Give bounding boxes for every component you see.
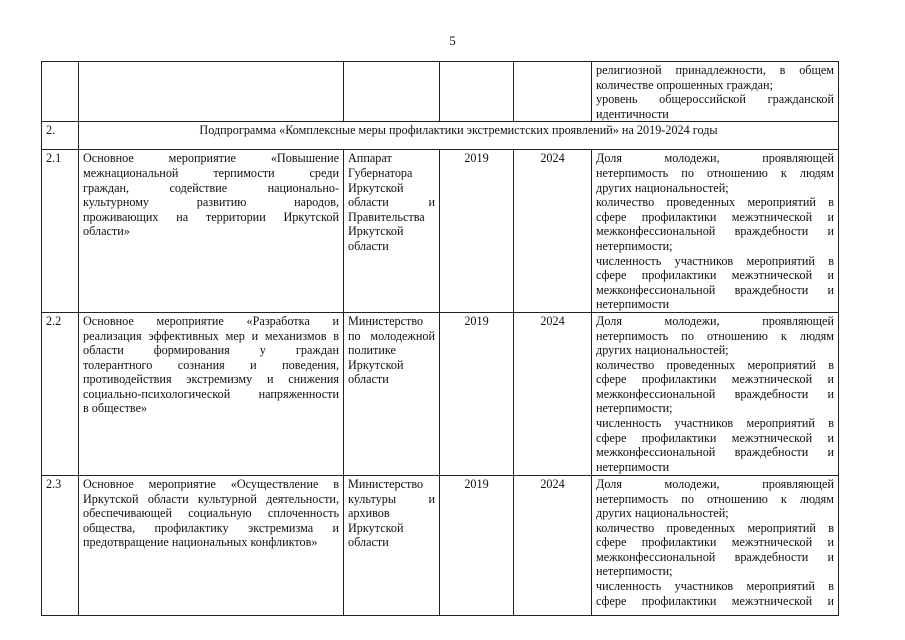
indicator-line: других национальностей; bbox=[596, 180, 729, 195]
table-row bbox=[42, 475, 839, 615]
indicator-line: межконфессиональной враждебности и bbox=[596, 386, 834, 401]
executor bbox=[344, 475, 440, 615]
program-table bbox=[41, 61, 839, 616]
indicator-line: количество проведенных мероприятий в bbox=[596, 520, 834, 535]
executor bbox=[344, 312, 440, 475]
indicator-line: нетерпимости; bbox=[596, 238, 673, 253]
event-description bbox=[79, 312, 344, 475]
executor-line: Правительства bbox=[348, 209, 425, 224]
event-line: общества, профилактику экстремизма и bbox=[83, 520, 339, 535]
cell-end bbox=[514, 62, 592, 122]
event-line: Иркутской области культурной деятельности, bbox=[83, 491, 339, 506]
executor-line: по молодежной bbox=[348, 328, 435, 343]
executor-line: Министерство bbox=[348, 313, 424, 328]
table-row-continuation bbox=[42, 62, 839, 122]
indicator-line: религиозной принадлежности, в общем bbox=[596, 63, 834, 77]
indicator-line: Доля молодежи, проявляющей bbox=[596, 313, 834, 328]
event-line: в обществе» bbox=[83, 401, 148, 416]
executor-line: Губернатора bbox=[348, 165, 413, 180]
indicator-line: других национальностей; bbox=[596, 506, 729, 521]
indicator-line: нетерпимость по отношению к людям bbox=[596, 491, 834, 506]
executor-line: политике bbox=[348, 343, 396, 358]
indicator-line: нетерпимости; bbox=[596, 564, 673, 579]
row-number: 2.3 bbox=[42, 475, 79, 615]
start-year: 2019 bbox=[440, 475, 514, 615]
executor-line: Иркутской bbox=[348, 224, 404, 239]
event-line: Основное мероприятие «Повышение bbox=[83, 151, 339, 166]
cell-num bbox=[42, 62, 79, 122]
indicator-line: уровень общероссийской гражданской bbox=[596, 92, 834, 107]
start-year: 2019 bbox=[440, 312, 514, 475]
executor-line: области bbox=[348, 238, 389, 253]
executor-line: Аппарат bbox=[348, 151, 392, 166]
event-line: толерантного сознания и поведения, bbox=[83, 357, 339, 372]
indicators bbox=[592, 150, 839, 313]
executor-line: Иркутской bbox=[348, 357, 404, 372]
indicators bbox=[592, 312, 839, 475]
indicator-line: сфере профилактики межэтнической и bbox=[596, 372, 834, 387]
indicator-line: нетерпимости bbox=[596, 459, 670, 474]
indicator-line: сфере профилактики межэтнической и bbox=[596, 593, 834, 608]
cell-start bbox=[440, 62, 514, 122]
indicator-line: идентичности bbox=[596, 106, 669, 121]
event-line: социально-психологической напряженности bbox=[83, 386, 339, 401]
subprogram-title: Подпрограмма «Комплексные меры профилактики экстремистских проявлений» на 2019-2024 годы bbox=[79, 122, 839, 150]
end-year: 2024 bbox=[514, 312, 592, 475]
indicator-line: сфере профилактики межэтнической и bbox=[596, 209, 834, 224]
event-line: предотвращение национальных конфликтов» bbox=[83, 535, 318, 550]
cell-executor bbox=[344, 62, 440, 122]
indicator-line: нетерпимости; bbox=[596, 401, 673, 416]
subprogram-number: 2. bbox=[42, 122, 79, 150]
end-year: 2024 bbox=[514, 475, 592, 615]
indicator-line: количестве опрошенных граждан; bbox=[596, 77, 773, 92]
indicator-line: нетерпимости bbox=[596, 297, 670, 312]
indicator-line: сфере профилактики межэтнической и bbox=[596, 535, 834, 550]
executor bbox=[344, 150, 440, 313]
page-number: 5 bbox=[449, 33, 456, 48]
event-line: межнациональной терпимости среди bbox=[83, 165, 339, 180]
table-row bbox=[42, 150, 839, 313]
indicator-line: нетерпимость по отношению к людям bbox=[596, 328, 834, 343]
executor-line: области bbox=[348, 372, 389, 387]
event-line: Основное мероприятие «Разработка и bbox=[83, 313, 339, 328]
indicator-line: сфере профилактики межэтнической и bbox=[596, 430, 834, 445]
cell-event bbox=[79, 62, 344, 122]
executor-line: архивов bbox=[348, 506, 390, 521]
event-line: области формирования у граждан bbox=[83, 343, 339, 358]
executor-line: Иркутской bbox=[348, 180, 404, 195]
executor-line: области и bbox=[348, 195, 435, 210]
event-description bbox=[79, 475, 344, 615]
event-line: Основное мероприятие «Осуществление в bbox=[83, 476, 339, 491]
table-row-subprogram bbox=[42, 122, 839, 150]
table-row bbox=[42, 312, 839, 475]
event-line: области» bbox=[83, 224, 130, 239]
executor-line: Иркутской bbox=[348, 520, 404, 535]
cell-indicators bbox=[592, 62, 839, 122]
indicator-line: нетерпимость по отношению к людям bbox=[596, 165, 834, 180]
event-description bbox=[79, 150, 344, 313]
indicator-line: Доля молодежи, проявляющей bbox=[596, 476, 834, 491]
executor-line: культуры и bbox=[348, 491, 435, 506]
event-line: реализация эффективных мер и механизмов в bbox=[83, 328, 339, 343]
row-number: 2.1 bbox=[42, 150, 79, 313]
row-number: 2.2 bbox=[42, 312, 79, 475]
event-line: культурному развитию народов, bbox=[83, 195, 339, 210]
event-line: противодействия экстремизму и снижения bbox=[83, 372, 339, 387]
executor-line: области bbox=[348, 535, 389, 550]
end-year: 2024 bbox=[514, 150, 592, 313]
indicator-line: межконфессиональной враждебности и bbox=[596, 282, 834, 297]
indicator-line: других национальностей; bbox=[596, 343, 729, 358]
executor-line: Министерство bbox=[348, 476, 424, 491]
indicator-line: межконфессиональной враждебности и bbox=[596, 445, 834, 460]
event-line: проживающих на территории Иркутской bbox=[83, 209, 339, 224]
indicator-line: количество проведенных мероприятий в bbox=[596, 195, 834, 210]
indicators bbox=[592, 475, 839, 615]
indicator-line: количество проведенных мероприятий в bbox=[596, 357, 834, 372]
indicator-line: Доля молодежи, проявляющей bbox=[596, 151, 834, 166]
indicator-line: межконфессиональной враждебности и bbox=[596, 224, 834, 239]
indicator-line: численность участников мероприятий в bbox=[596, 253, 834, 268]
indicator-line: сфере профилактики межэтнической и bbox=[596, 268, 834, 283]
event-line: обеспечивающей социальную сплоченность bbox=[83, 506, 339, 521]
event-line: граждан, содействие национально- bbox=[83, 180, 339, 195]
indicator-line: численность участников мероприятий в bbox=[596, 579, 834, 594]
indicator-line: численность участников мероприятий в bbox=[596, 416, 834, 431]
indicator-line: межконфессиональной враждебности и bbox=[596, 549, 834, 564]
start-year: 2019 bbox=[440, 150, 514, 313]
